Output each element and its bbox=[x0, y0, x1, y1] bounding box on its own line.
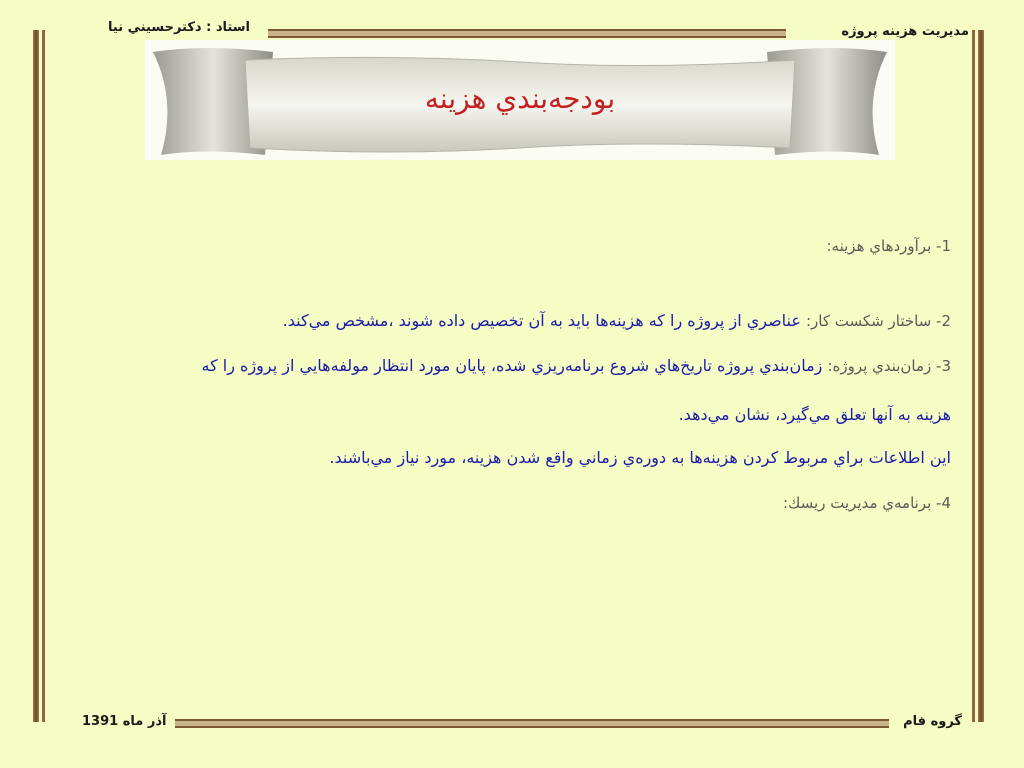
left-border-inner-bar bbox=[42, 30, 45, 722]
right-border-inner-bar bbox=[972, 30, 975, 722]
item-1 bbox=[75, 236, 951, 255]
header-rule bbox=[268, 29, 786, 38]
slide-body bbox=[75, 230, 951, 512]
slide-title: بودجه‌بندي هزينه bbox=[424, 82, 616, 115]
item-3-note-text: اين اطلاعات براي مربوط كردن هزينه‌ها به دوره‌ي زماني واقع شدن هزينه، مورد نياز مي‌باشند. bbox=[329, 448, 951, 467]
date-label: آذر ماه 1391 bbox=[82, 714, 167, 729]
item-3-prefix: 3- زمان‌بندي پروژه: bbox=[827, 357, 951, 375]
item-3-note bbox=[75, 448, 951, 467]
left-border-bar bbox=[33, 30, 39, 722]
item-2-prefix: 2- ساختار شكست كار: bbox=[806, 312, 951, 330]
item-3-continuation-text: هزينه به آنها تعلق مي‌گيرد، نشان مي‌دهد. bbox=[678, 405, 951, 424]
item-4 bbox=[75, 493, 951, 512]
item-2 bbox=[75, 311, 951, 330]
item-4-prefix: 4- برنامه‌ي مديريت ريسك: bbox=[782, 494, 951, 512]
item-3-text: زمان‌بندي پروژه تاريخ‌هاي شروع برنامه‌ريزي شده، پايان مورد انتظار مولفه‌هايي از پروژه را كه bbox=[201, 356, 828, 375]
item-3 bbox=[75, 356, 951, 375]
item-3-continuation bbox=[75, 405, 951, 424]
item-1-prefix: 1- برآوردهاي هزينه: bbox=[826, 237, 951, 255]
item-2-text: عناصري از پروژه را كه هزينه‌ها بايد به آن تخصيص داده شوند ،مشخص مي‌كند. bbox=[282, 311, 806, 330]
instructor-label: استاد : دكترحسيني نيا bbox=[108, 20, 250, 35]
footer-rule bbox=[175, 719, 889, 728]
course-title: مديريت هزينه پروژه bbox=[841, 24, 969, 39]
right-border-bar bbox=[978, 30, 984, 722]
group-label: گروه فام bbox=[903, 714, 962, 729]
